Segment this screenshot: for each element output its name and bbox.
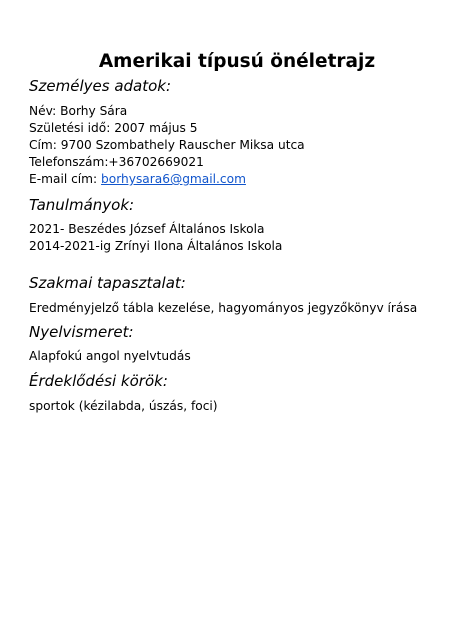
interests-text: sportok (kézilabda, úszás, foci) [29,399,218,413]
email-link[interactable]: borhysara6@gmail.com [101,172,246,186]
studies-heading: Tanulmányok: [29,196,135,214]
birth-line: Születési idő: 2007 május 5 [29,121,198,135]
experience-text: Eredményjelző tábla kezelése, hagyományos jegyzőkönyv írása [29,301,418,315]
address-line: Cím: 9700 Szombathely Rauscher Miksa utca [29,138,305,152]
study-item-1: 2021- Beszédes József Általános Iskola [29,222,265,236]
interests-heading: Érdeklődési körök: [29,372,168,390]
personal-data-heading: Személyes adatok: [29,77,172,95]
phone-line: Telefonszám:+36702669021 [29,155,204,169]
document-title: Amerikai típusú önéletrajz [98,51,376,72]
languages-heading: Nyelvismeret: [29,323,134,341]
languages-text: Alapfokú angol nyelvtudás [29,349,191,363]
name-line: Név: Borhy Sára [29,104,128,118]
study-item-2: 2014-2021-ig Zrínyi Ilona Általános Iskola [29,239,283,253]
experience-heading: Szakmai tapasztalat: [29,274,186,292]
email-label: E-mail cím: [29,172,102,186]
email-line [29,171,246,188]
